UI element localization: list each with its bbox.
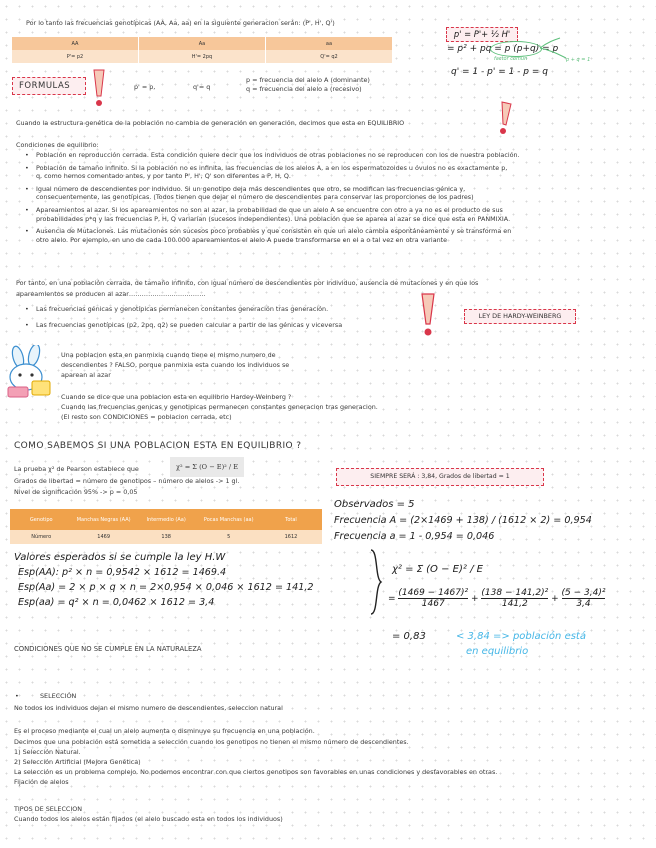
arrow-icon bbox=[538, 36, 570, 62]
selection-paragraph: Fijación de alelos bbox=[14, 778, 69, 786]
equilibrium-statement: Cuando la estructura genética de la población no cambia de generación en generación, decimos que esta en EQUILIBRIO bbox=[16, 119, 405, 127]
table-cell: H'= 2pq bbox=[138, 50, 265, 63]
brace-icon bbox=[368, 548, 384, 616]
selection-paragraph: La selección es un problema complejo. No podemos encontrar con que ciertos genotipos son favorables en unas condiciones y desfavorables en otras. bbox=[14, 768, 498, 776]
term2-numerator: (138 − 141,2)² bbox=[481, 588, 549, 598]
exclamation-icon bbox=[494, 100, 514, 136]
term1-numerator: (1469 − 1467)² bbox=[398, 588, 469, 598]
selection-types-line: Cuando todos los alelos están fijados (el alelo buscado esta en todos los individuos) bbox=[14, 815, 283, 823]
table-cell: 1469 bbox=[97, 534, 111, 540]
hw-derivation-line1: = p² + pq = p (p+q) = p bbox=[447, 44, 559, 54]
exclamation-icon bbox=[416, 292, 440, 338]
table-header: Aa bbox=[138, 37, 265, 50]
selection-paragraph: Es el proceso mediante el cual un alelo aumenta o disminuye su frecuencia en una población. bbox=[14, 727, 315, 735]
equilibrium-note-line1: < 3,84 => población está bbox=[456, 631, 586, 642]
intro-line: Por lo tanto las frecuencias genotípicas (AA, Aa, aa) en la siguiente generacion serán: (P', H', Q') bbox=[26, 19, 335, 27]
chi-formula-line: χ² = Σ (O − E)² / E bbox=[392, 564, 483, 575]
significance-line: Nivel de significación 95% -> p = 0,05 bbox=[14, 488, 138, 496]
section-heading: COMO SABEMOS SI UNA POBLACION ESTA EN EQUILIBRIO ? bbox=[14, 441, 302, 451]
frequency-A-line: Frecuencia A = (2×1469 + 138) / (1612 × 2) = 0,954 bbox=[334, 515, 592, 526]
frequency-a-line: Frecuencia a = 1 - 0,954 = 0,046 bbox=[334, 531, 495, 542]
section-heading: CONDICIONES QUE NO SE CUMPLE EN LA NATURALEZA bbox=[14, 645, 202, 653]
table-header: Genotipo bbox=[29, 516, 53, 523]
formula-p: p' = p, bbox=[134, 83, 156, 91]
list-item: • Igual número de descendientes por individuo. Si un genotipo deja más descendientes que otro, se modifican las frecuencias génica y, consecuentemente, las genotípicas. (Todos tienen que dejar el número de descendientes para conservar las proporciones de los padres) bbox=[20, 185, 640, 202]
genotype-frequency-table bbox=[12, 37, 392, 63]
table-cell: 5 bbox=[227, 534, 231, 540]
expected-Aa: Esp(Aa) = 2 × p × q × n = 2×0,954 × 0,046 × 1612 = 141,2 bbox=[18, 582, 314, 593]
equilibrium-note-line2: en equilibrio bbox=[466, 646, 529, 657]
term3-denominator: 3,4 bbox=[576, 599, 591, 609]
chi-square-formula: χ² = Σ (O − E)² / E bbox=[170, 457, 244, 477]
exclamation-icon bbox=[88, 68, 110, 108]
selection-paragraph: 2) Selección Artificial (Mejora Genética) bbox=[14, 758, 141, 766]
expected-AA: Esp(AA): p² × n = 0,9542 × 1612 = 1469.4 bbox=[18, 567, 227, 578]
term3-numerator: (5 − 3,4)² bbox=[561, 588, 606, 598]
table-cell: 138 bbox=[161, 534, 171, 540]
chi-term-sum: = $\frac{\text{(1469 − 1467)²}}{1467}$ + $\frac{\text{(138 − 141,2)²}}{141,2}$ + $\frac{\text{(5 − 3,4)²}}{3,4}$ bbox=[388, 588, 606, 609]
definition-q: q = frecuencia del alelo a (recesivo) bbox=[246, 85, 362, 93]
table-header: AA bbox=[12, 37, 138, 50]
qa-question-line3: aparean al azar bbox=[61, 371, 111, 379]
summary-list bbox=[20, 305, 342, 329]
list-item: • Apareamientos al azar. Si los apareamientos no son al azar, la probabilidad de que un alelo A se encuentre con otro a ya no es el producto de sus probabilidades p*q y las frecuencias P, H, Q variarían (sucesos independientes). Una población que se aparea al azar se dice que esta en PANMIXIA. bbox=[20, 206, 640, 223]
list-item: • Las frecuencias génicas y genotípicas permanecen constantes generación tras generación. bbox=[20, 305, 342, 314]
hw-derivation-line2: q' = 1 - p' = 1 - p = q bbox=[451, 67, 548, 77]
expected-title: Valores esperados si se cumple la ley H.W bbox=[14, 552, 226, 563]
list-item: • SELECCIÓN bbox=[10, 692, 76, 701]
formulas-title: FORMULAS bbox=[19, 81, 71, 91]
pearson-line: La prueba χ² de Pearson establece que bbox=[14, 465, 139, 473]
table-header: Pocas Manchas (aa) bbox=[203, 516, 254, 523]
observed-line: Observados = 5 bbox=[334, 499, 415, 510]
formula-q: q'= q bbox=[193, 83, 211, 91]
hardy-weinberg-law-box: LEY DE HARDY-WEINBERG bbox=[464, 309, 576, 324]
list-item: • Población de tamaño infinito. Si la población no es infinita, las frecuencias de los alelos A, a en los espermatozoides u óvulos no es exactamente p, q, como hemos comentado antes, y por tanto P', H', Q' son diferentes a P, H, Q. bbox=[20, 164, 640, 181]
qa-answer-line3: (El resto son CONDICIONES = poblacion cerrada, etc) bbox=[61, 413, 232, 421]
table-header: Intermedio (Aa) bbox=[146, 516, 186, 523]
expected-aa: Esp(aa) = q² × n = 0,0462 × 1612 = 3,4 bbox=[18, 597, 215, 608]
always-value-box: SIEMPRE SERÁ : 3,84, Grados de libertad = 1 bbox=[336, 468, 544, 486]
conditions-list bbox=[20, 151, 640, 248]
definition-p: p = frecuencia del alelo A (dominante) bbox=[246, 76, 370, 84]
formulas-box bbox=[12, 77, 86, 95]
table-header: Total bbox=[285, 516, 297, 523]
bunny-sticker-icon bbox=[4, 345, 56, 403]
selection-paragraph: 1) Selección Natural. bbox=[14, 748, 81, 756]
term1-denominator: 1467 bbox=[421, 599, 445, 609]
selection-list bbox=[10, 692, 76, 701]
table-cell: Número bbox=[31, 534, 52, 540]
qa-question-line1: Una poblacion esta en panmixia cuando tiene el mismo numero de bbox=[61, 351, 276, 359]
selection-paragraph: Decimos que una población está sometida a selección cuando los genotipos no tienen el mismo número de descendientes. bbox=[14, 738, 409, 746]
chi-result: = 0,83 bbox=[392, 631, 426, 642]
list-item: • Ausencia de Mutaciones. Las mutaciones son sucesos poco probables y que consisten en que un alelo cambia espontáneamente y se transforma en otro alelo. Por ejemplo, en uno de cada 100.000 apareamientos el alelo A puede transformarse en el a o tal vez en otra variante bbox=[20, 227, 640, 244]
qa-answer-line2: Cuando las frecuencias genicas y genotipicas permanecen constantes generacion tras generacion. bbox=[61, 403, 378, 411]
degrees-of-freedom-line: Grados de libertad = número de genotipos – número de alelos -> 1 gl. bbox=[14, 477, 240, 485]
conditions-title: Condiciones de equilibrio: bbox=[16, 141, 99, 149]
selection-line1: No todos los individuos dejan el mismo numero de descendientes, seleccion natural bbox=[14, 704, 283, 712]
table-cell: Q'= q2 bbox=[320, 53, 338, 60]
selection-types-heading: TIPOS DE SELECCION bbox=[14, 805, 83, 813]
table-header: Manchas Negras (AA) bbox=[76, 516, 131, 523]
qa-question-line2: descendientes ? FALSO, porque panmixia esta cuando los individuos se bbox=[61, 361, 290, 369]
list-item: • Población en reproducción cerrada. Esta condición quiere decir que los individuos de otras poblaciones no se reproducen con los de nuestra población. bbox=[20, 151, 640, 160]
hw-boxed-formula: p' = P'+ ½ H' bbox=[446, 27, 518, 42]
circle-mark-icon bbox=[490, 41, 542, 57]
summary-line1: Por tanto, en una población cerrada, de tamaño infinito, con igual número de descendientes por individuo, ausencia de mutaciones y en que los bbox=[16, 279, 479, 287]
qa-answer-line1: Cuando se dice que una poblacion esta en equilibrio Hardey-Weinberg ? bbox=[61, 393, 292, 401]
term2-denominator: 141,2 bbox=[501, 599, 528, 609]
table-header: aa bbox=[325, 40, 333, 47]
summary-line2: apareamientos se producen al azar……………………………… bbox=[16, 290, 206, 298]
table-cell: P'= p2 bbox=[12, 50, 138, 63]
table-cell: 1612 bbox=[284, 534, 298, 540]
side-label: p + q = 1 bbox=[566, 57, 591, 63]
genotype-count-table bbox=[10, 509, 322, 544]
factor-label: factor común bbox=[494, 56, 528, 62]
list-item: • Las frecuencias genotípicas (p2, 2pq, q2) se pueden calcular a partir de las génicas y viceversa bbox=[20, 321, 342, 330]
